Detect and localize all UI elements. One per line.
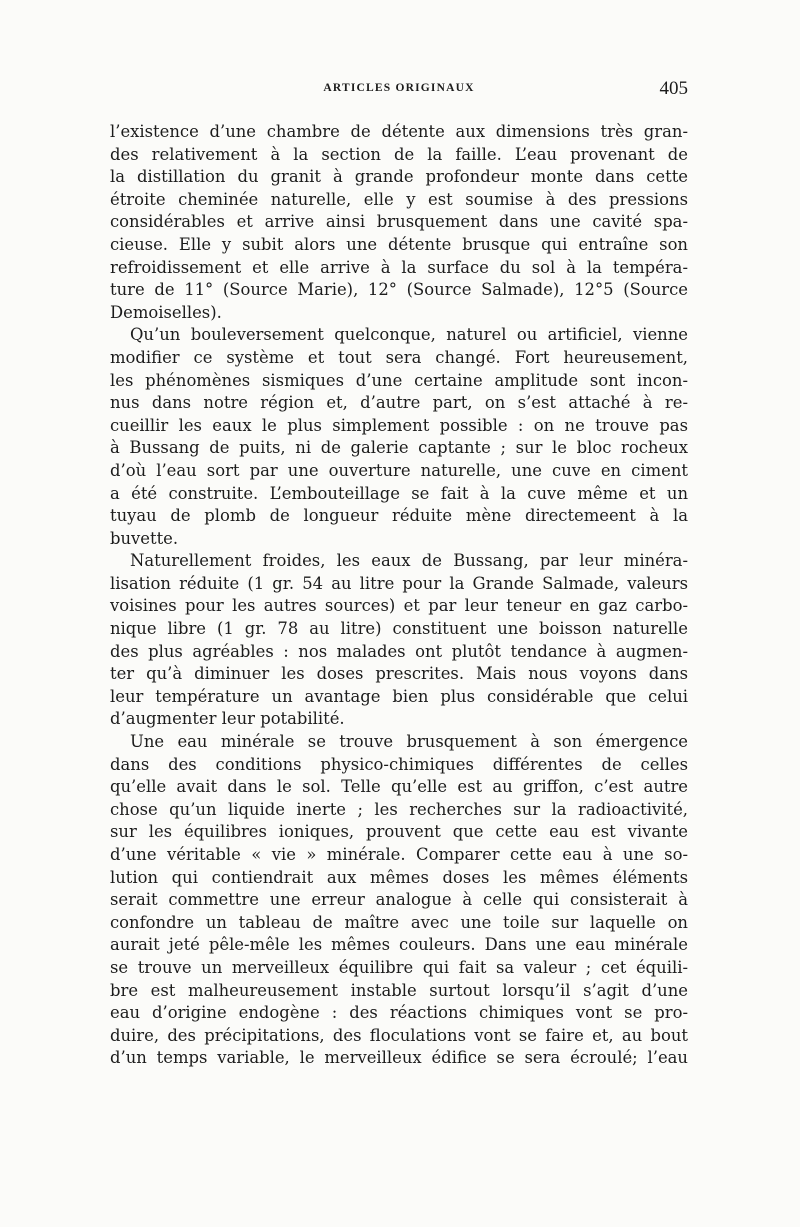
- text-line: modifier ce système et tout sera changé. Fort heureusement,: [110, 347, 688, 367]
- text-line: Demoiselles).: [110, 302, 222, 322]
- text-line: les phénomènes sismiques d’une certaine amplitude sont incon-: [110, 370, 688, 390]
- text-line: confondre un tableau de maître avec une toile sur laquelle on: [110, 912, 688, 932]
- text-line: serait commettre une erreur analogue à celle qui consisterait à: [110, 890, 688, 910]
- page-number: 405: [659, 78, 688, 99]
- text-line: a été construite. L’embouteillage se fait à la cuve même et un: [110, 483, 688, 503]
- text-line: lisation réduite (1 gr. 54 au litre pour la Grande Salmade, valeurs: [110, 573, 688, 593]
- text-line: nique libre (1 gr. 78 au litre) constituent une boisson naturelle: [110, 619, 688, 639]
- running-title: ARTICLES ORIGINAUX: [323, 82, 475, 94]
- text-line: à Bussang de puits, ni de galerie captante ; sur le bloc rocheux: [110, 438, 688, 458]
- text-line: Naturellement froides, les eaux de Bussang, par leur minéra-: [130, 551, 688, 571]
- text-line: d’un temps variable, le merveilleux édifice se sera écroulé; l’eau: [110, 1048, 688, 1068]
- text-line: buvette.: [110, 528, 179, 548]
- text-line: d’augmenter leur potabilité.: [110, 709, 345, 729]
- text-line: leur température un avantage bien plus considérable que celui: [110, 686, 688, 706]
- text-line: chose qu’un liquide inerte ; les recherches sur la radioactivité,: [110, 799, 688, 819]
- text-line: Qu’un bouleversement quelconque, naturel ou artificiel, vienne: [130, 325, 688, 345]
- text-line: étroite cheminée naturelle, elle y est soumise à des pressions: [110, 189, 688, 209]
- text-line: ture de 11° (Source Marie), 12° (Source Salmade), 12°5 (Source: [110, 280, 688, 300]
- running-header: [110, 78, 688, 102]
- text-line: tuyau de plomb de longueur réduite mène directemeent à la: [110, 506, 688, 526]
- text-line: Une eau minérale se trouve brusquement à son émergence: [130, 732, 688, 752]
- text-line: eau d’origine endogène : des réactions chimiques vont se pro-: [110, 1003, 688, 1023]
- text-line: ter qu’à diminuer les doses prescrites. Mais nous voyons dans: [110, 664, 688, 684]
- text-line: refroidissement et elle arrive à la surface du sol à la tempéra-: [110, 257, 688, 277]
- text-line: considérables et arrive ainsi brusquement dans une cavité spa-: [110, 212, 688, 232]
- text-line: duire, des précipitations, des floculations vont se faire et, au bout: [110, 1025, 688, 1045]
- text-line: sur les équilibres ioniques, prouvent que cette eau est vivante: [110, 822, 688, 842]
- text-line: cueillir les eaux le plus simplement possible : on ne trouve pas: [110, 415, 688, 435]
- text-line: l’existence d’une chambre de détente aux dimensions très gran-: [110, 122, 688, 141]
- text-line: bre est malheureusement instable surtout lorsqu’il s’agit d’une: [110, 980, 688, 1000]
- text-line: voisines pour les autres sources) et par leur teneur en gaz carbo-: [110, 596, 688, 616]
- text-line: des relativement à la section de la faille. L’eau provenant de: [110, 144, 688, 164]
- text-line: dans des conditions physico-chimiques différentes de celles: [110, 754, 688, 774]
- text-line: d’une véritable « vie » minérale. Comparer cette eau à une so-: [110, 845, 688, 864]
- text-line: nus dans notre région et, d’autre part, on s’est attaché à re-: [110, 393, 688, 413]
- text-line: la distillation du granit à grande profondeur monte dans cette: [110, 167, 688, 187]
- text-line: d’où l’eau sort par une ouverture naturelle, une cuve en ciment: [110, 460, 688, 480]
- text-line: qu’elle avait dans le sol. Telle qu’elle est au griffon, c’est autre: [110, 777, 688, 797]
- text-line: aurait jeté pêle-mêle les mêmes couleurs. Dans une eau minérale: [110, 935, 688, 955]
- text-line: des plus agréables : nos malades ont plutôt tendance à augmen-: [110, 641, 688, 661]
- body-text: [110, 121, 688, 1070]
- text-line: se trouve un merveilleux équilibre qui fait sa valeur ; cet équili-: [110, 957, 688, 977]
- text-line: cieuse. Elle y subit alors une détente brusque qui entraîne son: [110, 234, 688, 254]
- text-line: lution qui contiendrait aux mêmes doses les mêmes éléments: [110, 867, 688, 887]
